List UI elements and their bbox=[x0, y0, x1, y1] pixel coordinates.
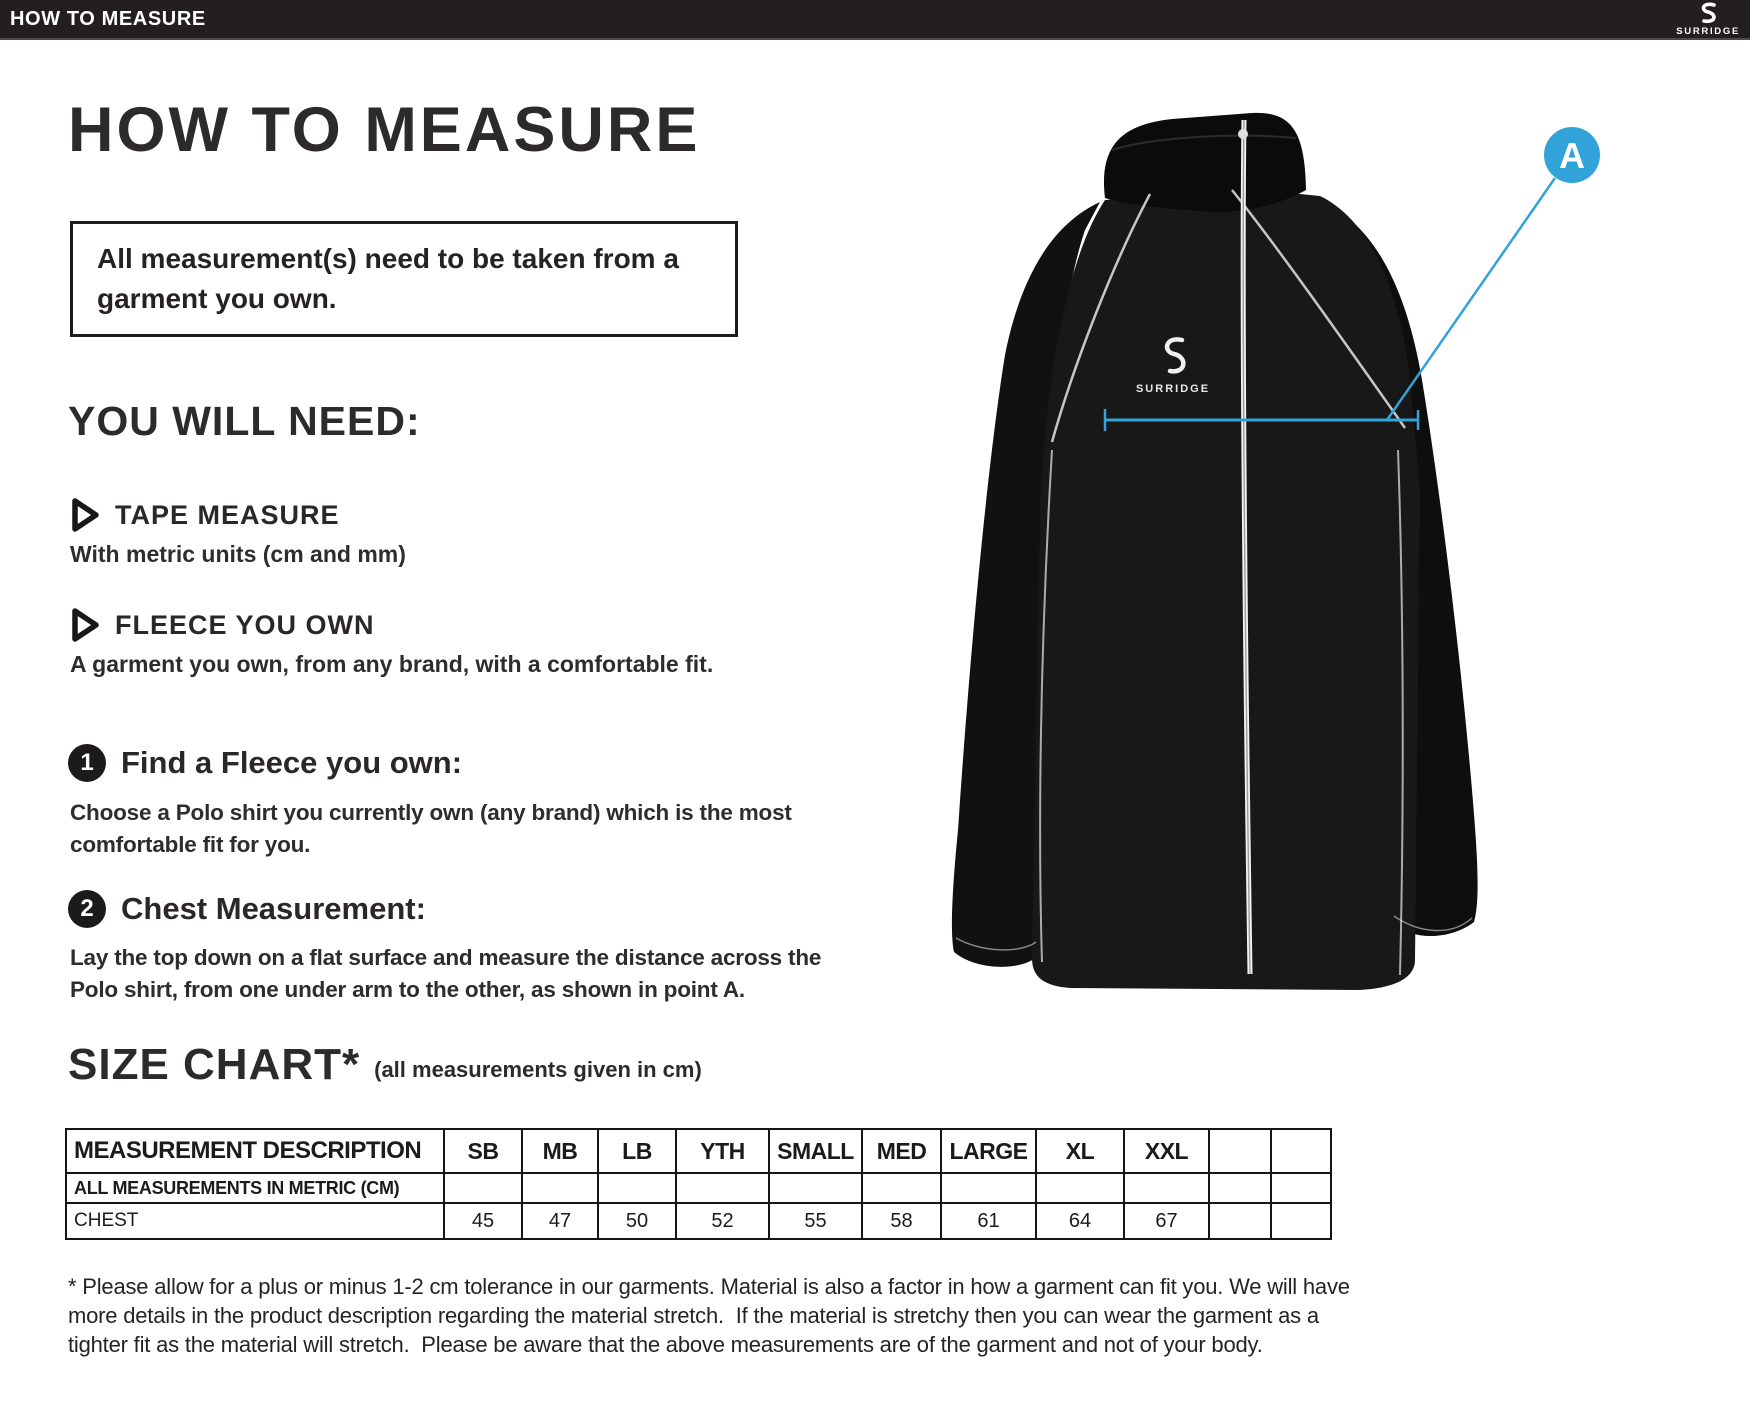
size-chart-subtitle: (all measurements given in cm) bbox=[374, 1057, 702, 1082]
table-cell bbox=[769, 1173, 862, 1203]
step-1-heading bbox=[68, 744, 462, 782]
need-item-label: TAPE MEASURE bbox=[115, 499, 340, 530]
step-number-badge: 2 bbox=[68, 890, 106, 928]
need-item-label: FLEECE YOU OWN bbox=[115, 609, 375, 640]
table-cell: 67 bbox=[1124, 1203, 1209, 1239]
step-title: Find a Fleece you own: bbox=[121, 745, 463, 780]
step-title: Chest Measurement: bbox=[121, 891, 426, 926]
table-cell bbox=[862, 1173, 941, 1203]
table-header-row bbox=[66, 1129, 1331, 1173]
jacket-collar bbox=[1104, 113, 1306, 212]
need-item-fleece bbox=[70, 607, 375, 643]
table-cell bbox=[1124, 1173, 1209, 1203]
step-1-description: Choose a Polo shirt you currently own (any brand) which is the most comfortable fit for you. bbox=[70, 800, 792, 857]
triangle-bullet-icon bbox=[70, 497, 100, 533]
size-chart-title: SIZE CHART* bbox=[68, 1040, 361, 1089]
column-header: MEASUREMENT DESCRIPTION bbox=[66, 1129, 444, 1173]
pointer-line bbox=[1387, 178, 1555, 420]
table-cell: 50 bbox=[598, 1203, 676, 1239]
table-cell: 47 bbox=[522, 1203, 598, 1239]
footnote-line: more details in the product description regarding the material stretch. If the material is stretchy then you can wear the garment as a bbox=[68, 1303, 1319, 1328]
table-cell bbox=[598, 1173, 676, 1203]
footnote-line: * Please allow for a plus or minus 1-2 cm tolerance in our garments. Material is also a factor in how a garment can fit you. We will have bbox=[68, 1274, 1350, 1299]
column-header: MED bbox=[862, 1129, 941, 1173]
column-header bbox=[1209, 1129, 1271, 1173]
triangle-bullet-icon bbox=[70, 607, 100, 643]
garment-wordmark: SURRIDGE bbox=[1135, 383, 1211, 395]
table-cell bbox=[1209, 1173, 1271, 1203]
table-cell: 55 bbox=[769, 1203, 862, 1239]
surridge-wordmark: SURRIDGE bbox=[1676, 25, 1740, 37]
zipper-pull bbox=[1238, 129, 1248, 139]
table-cell: 64 bbox=[1036, 1203, 1124, 1239]
top-bar bbox=[0, 0, 1750, 40]
measurement-notice-box: All measurement(s) need to be taken from a garment you own. bbox=[70, 221, 738, 337]
you-will-need-heading: YOU WILL NEED: bbox=[68, 398, 421, 444]
column-header bbox=[1271, 1129, 1331, 1173]
table-cell bbox=[676, 1173, 769, 1203]
table-cell bbox=[522, 1173, 598, 1203]
column-header: LB bbox=[598, 1129, 676, 1173]
column-header: YTH bbox=[676, 1129, 769, 1173]
point-a-label: A bbox=[1559, 135, 1585, 176]
table-row bbox=[66, 1203, 1331, 1239]
column-header: SMALL bbox=[769, 1129, 862, 1173]
table-cell bbox=[444, 1173, 522, 1203]
table-cell bbox=[1271, 1173, 1331, 1203]
page-title: HOW TO MEASURE bbox=[68, 95, 701, 165]
need-item-tape-measure bbox=[70, 497, 340, 533]
row-label: ALL MEASUREMENTS IN METRIC (CM) bbox=[66, 1173, 444, 1203]
table-cell bbox=[1036, 1173, 1124, 1203]
table-cell: 61 bbox=[941, 1203, 1036, 1239]
table-cell: 52 bbox=[676, 1203, 769, 1239]
table-cell bbox=[1271, 1203, 1331, 1239]
need-item-description: With metric units (cm and mm) bbox=[70, 541, 406, 567]
surridge-logo bbox=[1676, 2, 1740, 37]
size-chart-table bbox=[65, 1128, 1332, 1240]
row-label: CHEST bbox=[66, 1203, 444, 1239]
footnote-line: tighter fit as the material will stretch. Please be aware that the above measurements are of the garment and not of your body. bbox=[68, 1332, 1263, 1357]
step-2-description: Lay the top down on a flat surface and measure the distance across the Polo shirt, from one under arm to the other, as shown in point A. bbox=[70, 945, 822, 1002]
column-header: MB bbox=[522, 1129, 598, 1173]
jacket-body bbox=[1032, 188, 1420, 990]
need-item-description: A garment you own, from any brand, with a comfortable fit. bbox=[70, 651, 714, 677]
table-cell: 45 bbox=[444, 1203, 522, 1239]
table-cell bbox=[941, 1173, 1036, 1203]
column-header: LARGE bbox=[941, 1129, 1036, 1173]
step-number-badge: 1 bbox=[68, 744, 106, 782]
tolerance-footnote bbox=[68, 1272, 1350, 1359]
column-header: XXL bbox=[1124, 1129, 1209, 1173]
size-chart-heading bbox=[68, 1040, 702, 1090]
table-row bbox=[66, 1173, 1331, 1203]
top-bar-title: HOW TO MEASURE bbox=[10, 7, 206, 30]
column-header: XL bbox=[1036, 1129, 1124, 1173]
column-header: SB bbox=[444, 1129, 522, 1173]
table-cell bbox=[1209, 1203, 1271, 1239]
table-cell: 58 bbox=[862, 1203, 941, 1239]
surridge-s-icon bbox=[1695, 2, 1721, 26]
fleece-jacket-illustration bbox=[900, 90, 1750, 1030]
step-2-heading bbox=[68, 890, 426, 928]
